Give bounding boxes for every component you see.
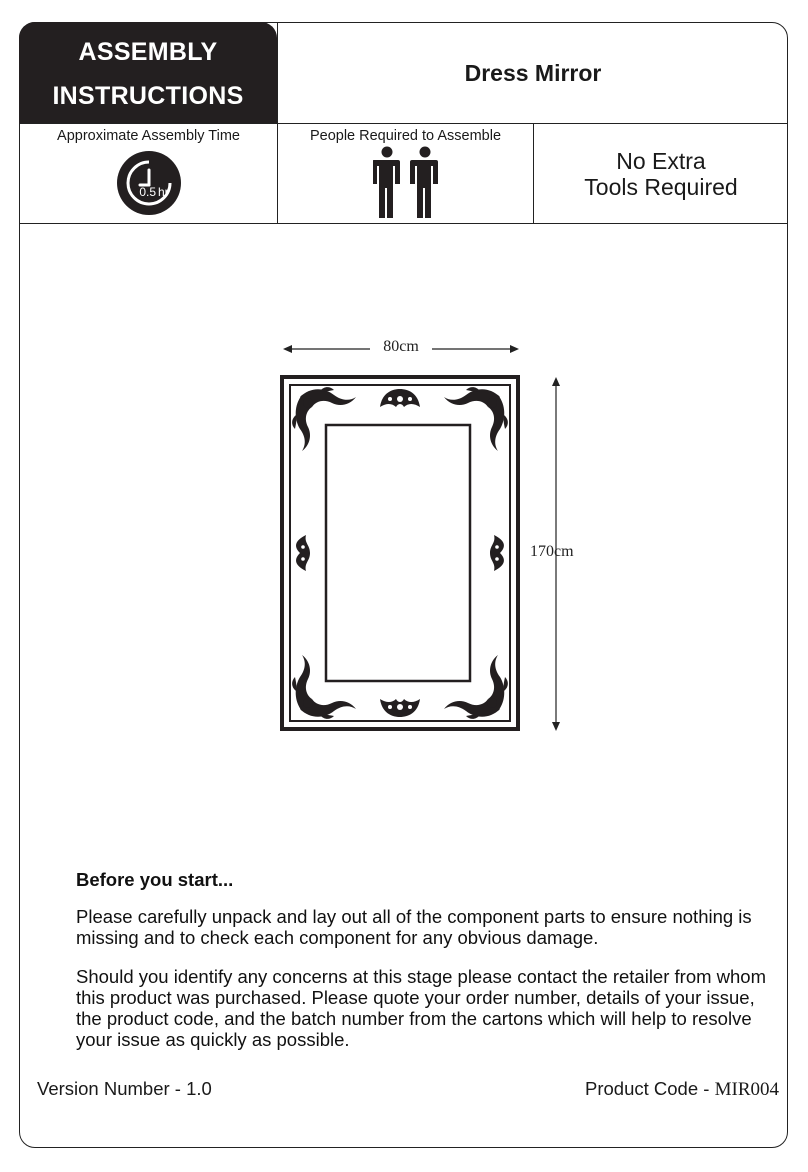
product-title: Dress Mirror — [464, 59, 602, 86]
assembly-time-caption: Approximate Assembly Time — [57, 128, 240, 144]
clock-icon — [114, 148, 184, 218]
width-dimension — [282, 338, 520, 360]
badge-line-1: ASSEMBLY — [78, 38, 218, 66]
ornament-icon — [292, 655, 356, 719]
ornament-icon — [490, 535, 504, 571]
before-you-start-heading: Before you start... — [76, 869, 234, 890]
intro-paragraph-1: Please carefully unpack and lay out all of the component parts to ensure nothing is missing and to check each component for any obvious damage. — [76, 906, 752, 948]
mirror-illustration — [280, 375, 520, 731]
width-label: 80cm — [383, 338, 419, 355]
people-required-caption: People Required to Assemble — [309, 128, 502, 144]
person-icon — [373, 147, 400, 219]
product-code — [585, 1078, 779, 1101]
assembly-instructions-badge — [19, 22, 277, 124]
intro-paragraph-2: Should you identify any concerns at this stage please contact the retailer from whom this product was purchased. Please quote your order number, details of your issue, the product code, and the batch number from the cartons which will help to resolve your issue as quickly as possible. — [76, 966, 767, 1050]
version-number: Version Number - 1.0 — [37, 1078, 212, 1099]
tools-line-2: Tools Required — [584, 174, 738, 200]
product-code-value: MIR004 — [714, 1079, 779, 1100]
people-icons — [373, 146, 439, 222]
tools-line-1: No Extra — [616, 148, 706, 174]
badge-line-2: INSTRUCTIONS — [52, 82, 244, 110]
ornament-icon — [444, 387, 508, 451]
tools-required-cell — [534, 124, 788, 224]
assembly-time-cell — [20, 124, 277, 224]
people-required-cell — [278, 124, 533, 224]
ornament-icon — [296, 535, 310, 571]
ornament-icon — [380, 699, 420, 717]
ornament-icon — [380, 389, 420, 407]
height-label: 170cm — [530, 543, 574, 560]
ornament-icon — [444, 655, 508, 719]
ornament-icon — [292, 387, 356, 451]
product-code-label: Product Code - — [585, 1078, 715, 1099]
person-icon — [410, 147, 438, 219]
instruction-sheet — [19, 22, 788, 1148]
time-value: 0.5 hr — [138, 185, 169, 199]
